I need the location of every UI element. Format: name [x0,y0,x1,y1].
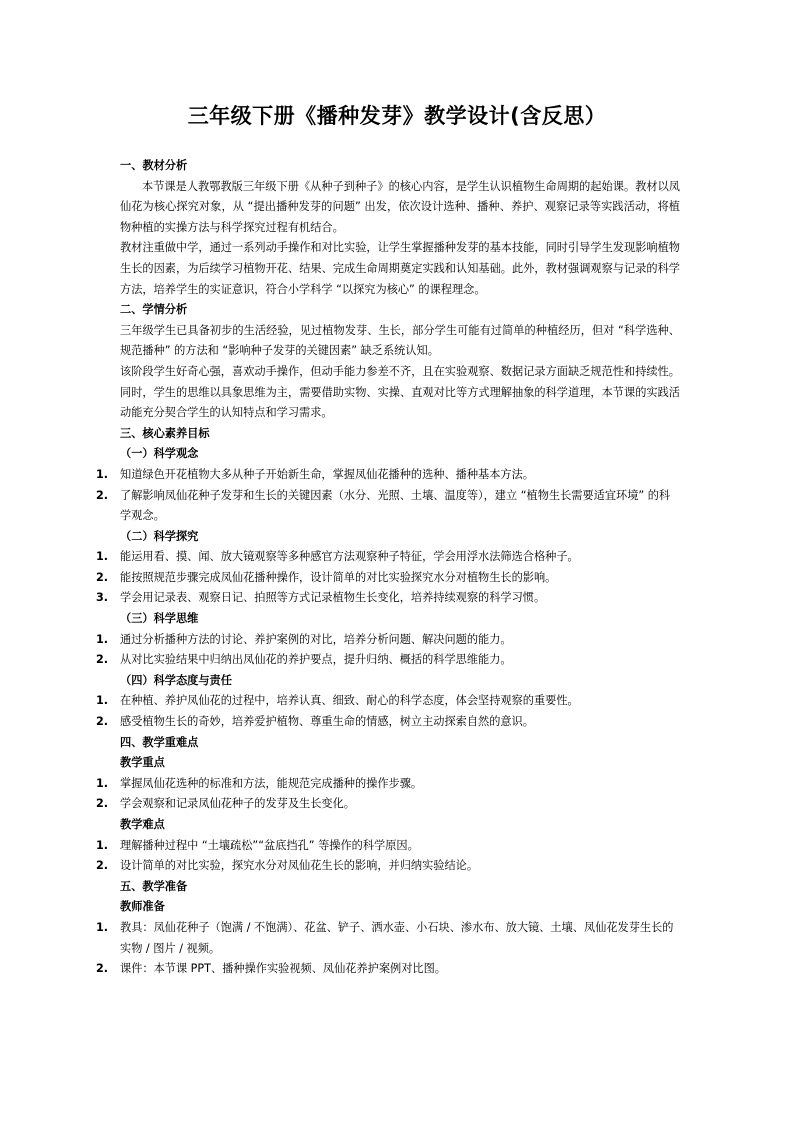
list-number: 1. [96,776,109,790]
list-number: 2. [96,488,109,502]
list-text: 通过分析播种方法的讨论、养护案例的对比，培养分析问题、解决问题的能力。 [120,632,512,646]
list-text: 感受植物生长的奇妙，培养爱护植物、尊重生命的情感，树立主动探索自然的意识。 [120,715,534,729]
subheading-teacher-preparation: 教师准备 [120,900,165,914]
list-number: 1. [96,467,109,481]
list-text: 学会观察和记录凤仙花种子的发芽及生长变化。 [120,797,355,811]
section-heading-textbook-analysis: 一、教材分析 [120,159,188,172]
document-body [96,156,680,980]
list-item [96,568,680,589]
list-number: 3. [96,591,109,605]
section-heading-core-goals: 三、核心素养目标 [120,426,210,440]
list-text: 理解播种过程中 “土壤疏松”“盆底挡孔” 等操作的科学原因。 [120,838,419,852]
list-text: 能运用看、摸、闻、放大镜观察等多种感官方法观察种子特征，学会用浮水法筛选合格种子。 [120,550,579,564]
list-item [96,486,680,527]
list-text: 知道绿色开花植物大多从种子开始新生命，掌握凤仙花播种的选种、播种基本方法。 [120,467,534,481]
list-item [96,588,680,609]
subheading-key-points: 教学重点 [120,756,165,770]
list-item [96,774,680,795]
list-item [96,856,680,877]
paragraph: 该阶段学生好奇心强，喜欢动手操作，但动手能力参差不齐，且在实验观察、数据记录方面缺乏规范性和持续性。同时，学生的思维以具象思维为主，需要借助实物、实操、直观对比等方式理解抽象的科学道理，本节课的实践活动能充分契合学生的认知特点和学习需求。 [120,364,680,420]
section-heading-learner-analysis: 二、学情分析 [120,303,188,317]
list-number: 2. [96,962,109,976]
paragraph: 三年级学生已具备初步的生活经验，见过植物发芽、生长，部分学生可能有过简单的种植经历，但对 “科学选种、规范播种” 的方法和 “影响种子发芽的关键因素” 缺乏系统认知。 [120,323,680,358]
list-text: 了解影响凤仙花种子发芽和生长的关键因素（水分、光照、土壤、温度等），建立 “植物生长需要适宜环境” 的科学观念。 [120,488,671,523]
list-number: 2. [96,797,109,811]
list-item [96,918,680,959]
list-item [96,691,680,712]
list-number: 2. [96,859,109,873]
list-number: 2. [96,715,109,729]
section-heading-key-difficult-points: 四、教学重难点 [120,735,199,749]
list-text: 从对比实验结果中归纳出凤仙花的养护要点，提升归纳、概括的科学思维能力。 [120,653,512,667]
list-text: 学会用记录表、观察日记、拍照等方式记录植物生长变化，培养持续观察的科学习惯。 [120,591,546,605]
subheading-science-concepts: （一）科学观念 [120,447,199,461]
subheading-science-inquiry: （二）科学探究 [120,529,199,543]
list-number: 2. [96,653,109,667]
list-item [96,547,680,568]
list-text: 能按照规范步骤完成凤仙花播种操作，设计简单的对比实验探究水分对植物生长的影响。 [120,570,557,584]
list-number: 1. [96,838,109,852]
list-item [96,630,680,651]
paragraph: 本节课是人教鄂教版三年级下册《从种子到种子》的核心内容，是学生认识植物生命周期的起始课。教材以凤仙花为核心探究对象，从 “提出播种发芽的问题” 出发，依次设计选种、播种、养护、观察记录等实践活动，将植物种植的实操方法与科学探究过程有机结合。 [120,179,680,234]
list-number: 1. [96,694,109,708]
list-text: 课件：本节课 PPT、播种操作实验视频、凤仙花养护案例对比图。 [120,962,446,976]
list-text: 教具：凤仙花种子（饱满 / 不饱满）、花盆、铲子、洒水壶、小石块、渗水布、放大镜、土壤、凤仙花发芽生长的实物 / 图片 / 视频。 [120,920,674,955]
subheading-attitude-responsibility: （四）科学态度与责任 [120,673,232,687]
list-item [96,836,680,857]
document-title: 三年级下册《播种发芽》教学设计(含反思） [187,104,607,128]
list-item [96,959,680,980]
subheading-science-thinking: （三）科学思维 [120,612,199,626]
list-item [96,465,680,486]
paragraph: 教材注重做中学，通过一系列动手操作和对比实验，让学生掌握播种发芽的基本技能，同时引导学生发现影响植物生长的因素，为后续学习植物开花、结果、完成生命周期奠定实践和认知基础。此外，教材强调观察与记录的科学方法，培养学生的实证意识，符合小学科学 “以探究为核心” 的课程理念。 [120,241,680,296]
list-item [96,712,680,733]
list-number: 2. [96,570,109,584]
list-number: 1. [96,632,109,646]
list-text: 设计简单的对比实验，探究水分对凤仙花生长的影响，并归纳实验结论。 [120,859,479,873]
subheading-difficult-points: 教学难点 [120,818,165,831]
list-item [96,794,680,815]
list-item [96,650,680,671]
list-number: 1. [96,550,109,564]
list-number: 1. [96,920,109,934]
list-text: 在种植、养护凤仙花的过程中，培养认真、细致、耐心的科学态度，体会坚持观察的重要性。 [120,694,579,708]
list-text: 掌握凤仙花选种的标准和方法，能规范完成播种的操作步骤。 [120,776,423,790]
section-heading-preparation: 五、教学准备 [120,879,188,893]
